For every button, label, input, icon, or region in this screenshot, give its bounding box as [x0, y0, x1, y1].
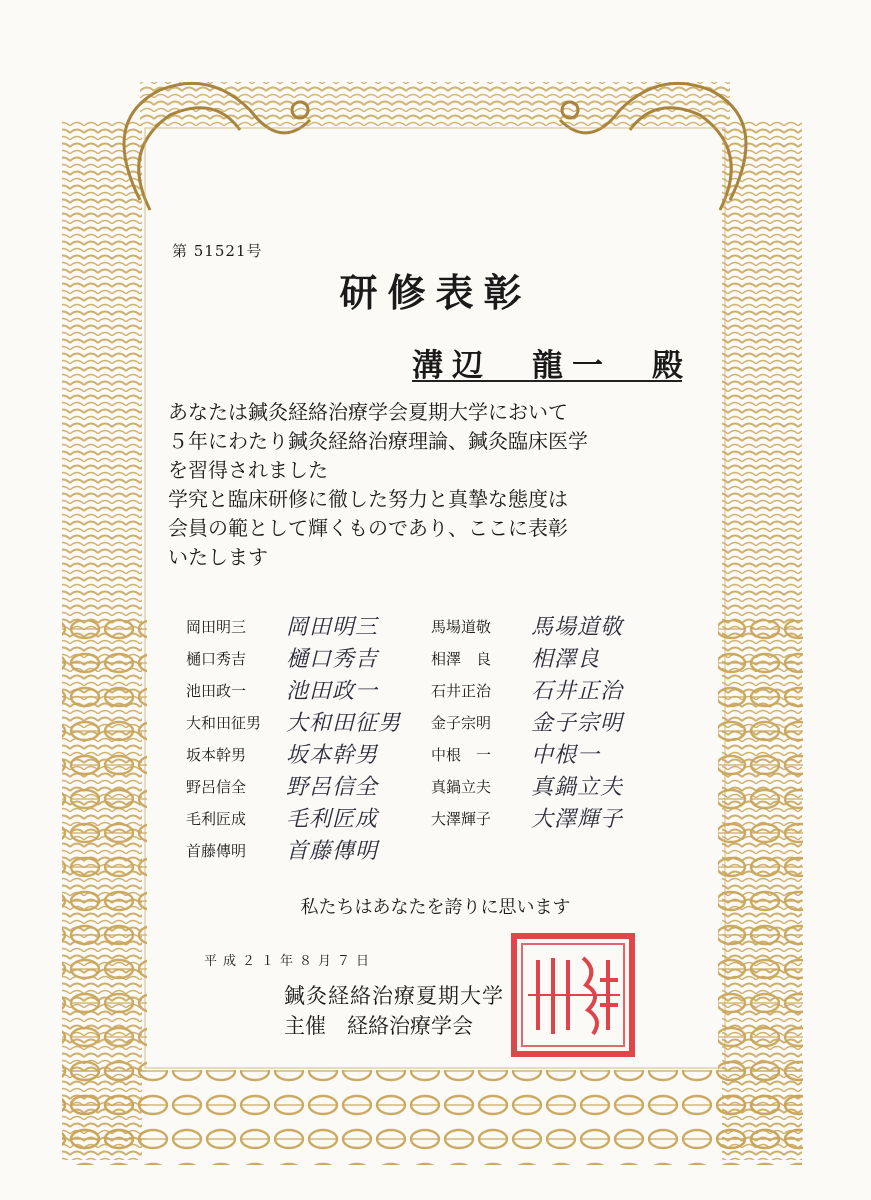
serial-number: 第 51521号 — [172, 242, 263, 260]
official-seal-icon — [508, 930, 638, 1060]
closing-message: 私たちはあなたを誇りに思います — [300, 897, 571, 918]
handwritten-signature: 毛利匠成 — [286, 807, 379, 832]
citation-line: を習得されました — [168, 458, 328, 482]
signatory-name: 大和田征男 — [186, 714, 262, 732]
signatory-name: 毛利匠成 — [186, 810, 247, 828]
handwritten-signature: 大澤輝子 — [531, 807, 624, 832]
handwritten-signature: 馬場道敬 — [531, 615, 624, 640]
handwritten-signature: 石井正治 — [531, 679, 624, 704]
citation-line: いたします — [168, 545, 268, 569]
handwritten-signature: 樋口秀吉 — [286, 647, 379, 672]
signatory-name: 真鍋立夫 — [431, 778, 492, 796]
certificate-title: 研修表彰 — [339, 270, 532, 315]
signatory-name: 池田政一 — [186, 682, 247, 700]
handwritten-signature: 真鍋立夫 — [531, 775, 624, 800]
signatory-name: 相澤 良 — [431, 650, 492, 668]
signatory-name: 石井正治 — [431, 682, 492, 700]
organizer-event: 鍼灸経絡治療夏期大学 — [284, 984, 504, 1008]
handwritten-signature: 岡田明三 — [286, 615, 379, 640]
handwritten-signature: 相澤良 — [531, 647, 601, 672]
citation-line: 会員の範として輝くものであり、ここに表彰 — [168, 516, 568, 540]
signatory-name: 金子宗明 — [431, 714, 492, 732]
organizer-society: 主催 経絡治療学会 — [284, 1014, 473, 1038]
handwritten-signature: 野呂信全 — [286, 775, 379, 800]
signatory-row — [186, 674, 686, 706]
signatory-row — [186, 834, 686, 866]
handwritten-signature: 池田政一 — [286, 679, 379, 704]
handwritten-signature: 坂本幹男 — [286, 743, 379, 768]
signatory-row — [186, 770, 686, 802]
signatory-name: 馬場道敬 — [431, 618, 492, 636]
handwritten-signature: 大和田征男 — [286, 711, 402, 736]
signatory-row — [186, 738, 686, 770]
signatory-name: 大澤輝子 — [431, 810, 492, 828]
handwritten-signature: 金子宗明 — [531, 711, 624, 736]
handwritten-signature: 首藤傳明 — [286, 839, 379, 864]
issue-date: 平成２１年８月７日 — [204, 954, 376, 969]
signatory-name: 岡田明三 — [186, 618, 247, 636]
signatory-name: 野呂信全 — [186, 778, 247, 796]
signatory-name: 坂本幹男 — [186, 746, 247, 764]
signatory-name: 樋口秀吉 — [186, 650, 247, 668]
signatory-name: 首藤傳明 — [186, 842, 247, 860]
citation-text — [168, 398, 728, 572]
signatory-row — [186, 610, 686, 642]
signatory-row — [186, 706, 686, 738]
signatory-row — [186, 802, 686, 834]
citation-line: ５年にわたり鍼灸経絡治療理論、鍼灸臨床医学 — [168, 429, 588, 453]
signatory-name: 中根 一 — [431, 746, 492, 764]
recipient-name: 溝辺 龍一 殿 — [412, 340, 682, 382]
citation-line: 学究と臨床研修に徹した努力と真摯な態度は — [168, 487, 568, 511]
handwritten-signature: 中根一 — [531, 743, 601, 768]
signatory-row — [186, 642, 686, 674]
citation-line: あなたは鍼灸経絡治療学会夏期大学において — [168, 400, 568, 424]
